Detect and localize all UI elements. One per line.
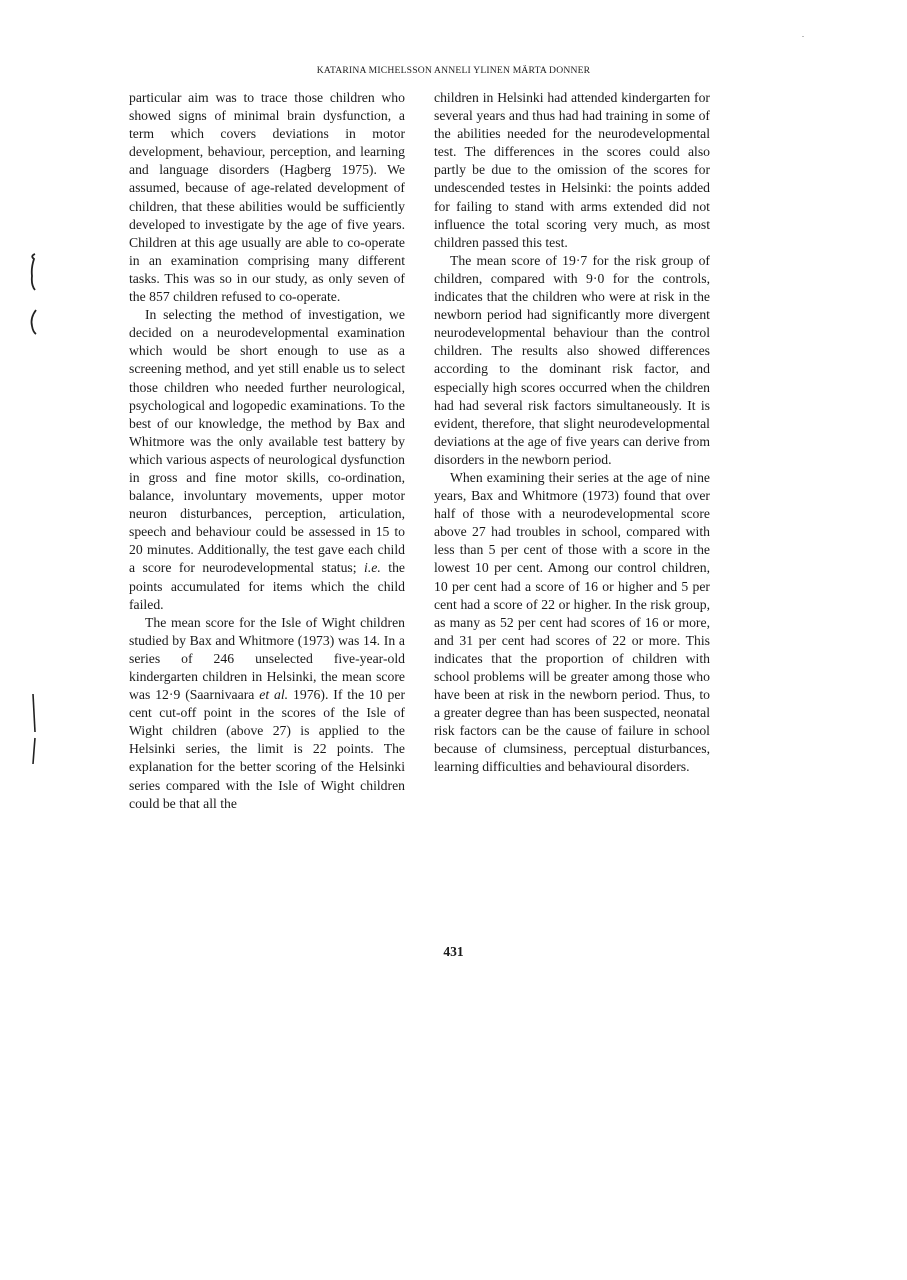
right-column bbox=[434, 89, 710, 777]
italic-abbreviation: i.e. bbox=[364, 560, 381, 576]
page-number: 431 bbox=[443, 944, 464, 959]
paragraph: children in Helsinki had attended kindergarten for several years and thus had had training in some of the abilities needed for the neurodevelopmental test. The differences in the scores could also partly be due to the omission of the scores for undescended testes in Helsinki: the points added for failing to stand with arms extended did not influence the total scoring very much, as most children passed this test. bbox=[434, 90, 710, 250]
margin-bracket-mark bbox=[26, 308, 40, 336]
paragraph: particular aim was to trace those children who showed signs of minimal brain dysfunction, a term which covers deviations in motor development, behaviour, perception, and learning and language disorders (Hagberg 1975). We assumed, because of age-related development of children, that these abilities would be sufficiently developed to investigate by the age of five years. Children at this age usually are able to co-operate in an examination comprising many different tasks. This was so in our study, as only seven of the 857 children refused to co-operate. bbox=[129, 90, 405, 305]
scan-speck bbox=[802, 36, 804, 37]
margin-bracket-mark bbox=[26, 252, 40, 292]
italic-citation: et al. bbox=[259, 687, 289, 703]
paragraph-text: The mean score for the Isle of Wight children studied by Bax and Whitmore (1973) was 14. In a series of 246 unselected five-year-old kindergarten children in Helsinki, the mean score was 12·9 (Saarnivaara bbox=[129, 614, 405, 703]
paragraph-text: the points accumulated for items which the child failed. bbox=[129, 560, 405, 612]
left-column bbox=[129, 89, 405, 813]
paragraph: When examining their series at the age of nine years, Bax and Whitmore (1973) found that over half of those with a neurodevelopmental score above 27 had troubles in school, compared with less than 5 per cent of those with a score in the lowest 10 per cent. Among our control children, 10 per cent had a score of 16 or higher and 5 per cent had a score of 22 or higher. In the risk group, as many as 52 per cent had scores of 16 or more, and 31 per cent had scores of 22 or more. This indicates that the proportion of children with school problems will be greater among those who have been at risk in the newborn period. Thus, to a greater degree than has been suspected, neonatal risk factors can be the cause of failure in school because of clumsiness, perceptual disturbances, learning difficulties and behavioural disorders. bbox=[434, 469, 710, 775]
running-header: KATARINA MICHELSSON ANNELI YLINEN MÄRTA DONNER bbox=[316, 65, 591, 76]
paragraph bbox=[129, 306, 405, 614]
paragraph bbox=[129, 614, 405, 813]
paragraph-text: In selecting the method of investigation, we decided on a neurodevelopmental examination which would be short enough to use as a screening method, and yet still enable us to select those children who needed further neurological, psychological and logopedic examinations. To the best of our knowledge, the method by Bax and Whitmore was the only available test battery by which various aspects of neurological dysfunction in gross and fine motor skills, co-ordination, balance, involuntary movements, upper motor neuron disturbances, perception, articulation, speech and behaviour could be assessed in 15 to 20 minutes. Additionally, the test gave each child a score for neurodevelopmental status; bbox=[129, 307, 405, 576]
margin-line-mark bbox=[26, 692, 40, 734]
margin-line-mark bbox=[26, 736, 40, 766]
paragraph: The mean score of 19·7 for the risk group of children, compared with 9·0 for the controls, indicates that the children who were at risk in the newborn period had significantly more divergent neurodevelopmental behaviour than the control children. The results also showed differences according to the dominant risk factor, and especially high scores occurred when the children had had several risk factors simultaneously. It is evident, therefore, that slight neurodevelopmental deviations at the age of five years can derive from disorders in the newborn period. bbox=[434, 252, 710, 467]
paragraph-text: 1976). If the 10 per cent cut-off point in the scores of the Isle of Wight children (above 27) is applied to the Helsinki series, the limit is 22 points. The explanation for the better scoring of the Helsinki series compared with the Isle of Wight children could be that all the bbox=[129, 687, 405, 811]
